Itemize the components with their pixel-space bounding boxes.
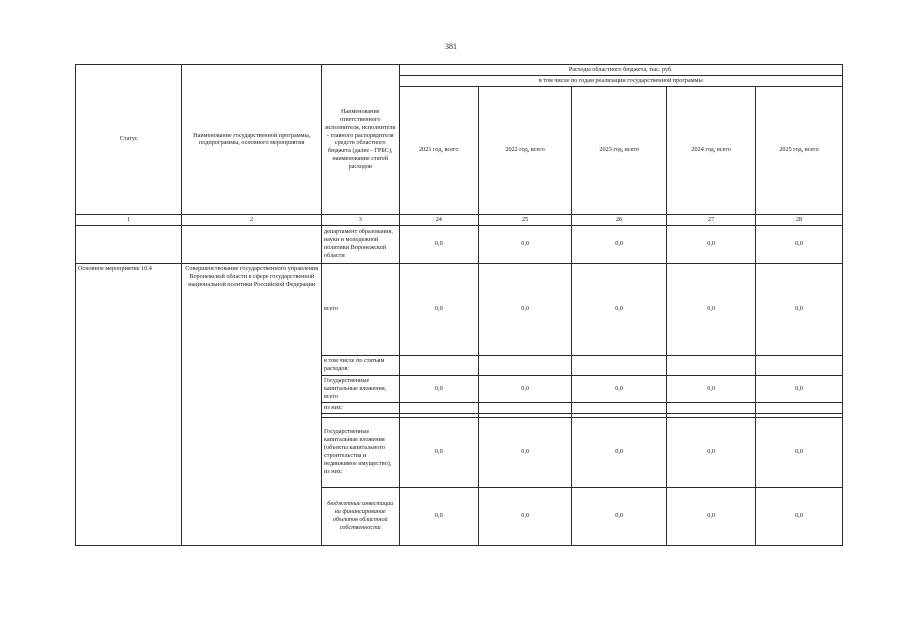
value-cell: 0,0 (667, 417, 756, 487)
column-number: 2 (182, 214, 322, 225)
value-cell (399, 355, 479, 375)
capital-objects-label: Государственные капитальные вложения (объекты капитального строительства и недвижимое имущество), из них: (321, 417, 399, 487)
value-cell: 0,0 (667, 225, 756, 263)
value-cell: 0,0 (756, 225, 843, 263)
value-cell: 0,0 (667, 263, 756, 355)
value-cell (756, 402, 843, 413)
value-cell: 0,0 (572, 263, 667, 355)
header-year-2022: 2022 год, всего (479, 86, 572, 214)
value-cell: 0,0 (399, 417, 479, 487)
header-program-name: Наименование государственной программы, подпрограммы, основного мероприятия (182, 65, 322, 215)
value-cell (399, 402, 479, 413)
investments-label: бюджетные инвестиции на финансирование объектов областной собственности (321, 487, 399, 545)
value-cell: 0,0 (399, 487, 479, 545)
header-budget: Расходы областного бюджета, тыс. руб. (399, 65, 843, 76)
value-cell: 0,0 (399, 263, 479, 355)
value-cell (572, 355, 667, 375)
column-number: 1 (76, 214, 182, 225)
column-numbers-row (76, 214, 843, 225)
column-number: 26 (572, 214, 667, 225)
column-number: 3 (321, 214, 399, 225)
capital-label: Государственные капитальные вложения, всего (321, 375, 399, 402)
executor-cell: департамент образования, науки и молодежной политики Воронежской области (321, 225, 399, 263)
column-number: 24 (399, 214, 479, 225)
table-row (76, 263, 843, 355)
status-cell (76, 225, 182, 263)
value-cell: 0,0 (479, 417, 572, 487)
value-cell: 0,0 (479, 263, 572, 355)
header-by-years: в том числе по годам реализации государственной программы (399, 75, 843, 86)
value-cell (479, 355, 572, 375)
value-cell: 0,0 (667, 487, 756, 545)
value-cell: 0,0 (756, 375, 843, 402)
value-cell: 0,0 (756, 417, 843, 487)
header-year-2025: 2025 год, всего (756, 86, 843, 214)
header-year-2024: 2024 год, всего (667, 86, 756, 214)
measure-name: Совершенствование государственного управления Воронежской области в сфере государственной национальной политики Российской Федерации (182, 263, 322, 545)
value-cell (667, 402, 756, 413)
value-cell: 0,0 (479, 375, 572, 402)
header-year-2021: 2021 год, всего (399, 86, 479, 214)
page-number: 381 (445, 42, 457, 51)
header-status: Статус (76, 65, 182, 215)
value-cell: 0,0 (667, 375, 756, 402)
header-executor: Наименование ответственного исполнителя, исполнителя - главного распорядителя средств областного бюджета (далее - ГРБС), наименование статей расходов (321, 65, 399, 215)
value-cell: 0,0 (572, 487, 667, 545)
name-cell (182, 225, 322, 263)
measure-status: Основное мероприятие 10.4 (76, 263, 182, 545)
value-cell: 0,0 (479, 487, 572, 545)
value-cell: 0,0 (756, 263, 843, 355)
value-cell: 0,0 (756, 487, 843, 545)
budget-table (75, 64, 843, 546)
value-cell: 0,0 (572, 375, 667, 402)
value-cell: 0,0 (399, 375, 479, 402)
value-cell (479, 402, 572, 413)
value-cell: 0,0 (399, 225, 479, 263)
column-number: 28 (756, 214, 843, 225)
table-row (76, 225, 843, 263)
of-them-label: из них: (321, 402, 399, 413)
value-cell: 0,0 (572, 417, 667, 487)
column-number: 25 (479, 214, 572, 225)
value-cell: 0,0 (479, 225, 572, 263)
value-cell: 0,0 (572, 225, 667, 263)
value-cell (572, 402, 667, 413)
value-cell (667, 355, 756, 375)
by-items-label: в том числе по статьям расходов: (321, 355, 399, 375)
value-cell (756, 355, 843, 375)
total-label: всего (321, 263, 399, 355)
header-year-2023: 2023 год, всего (572, 86, 667, 214)
column-number: 27 (667, 214, 756, 225)
